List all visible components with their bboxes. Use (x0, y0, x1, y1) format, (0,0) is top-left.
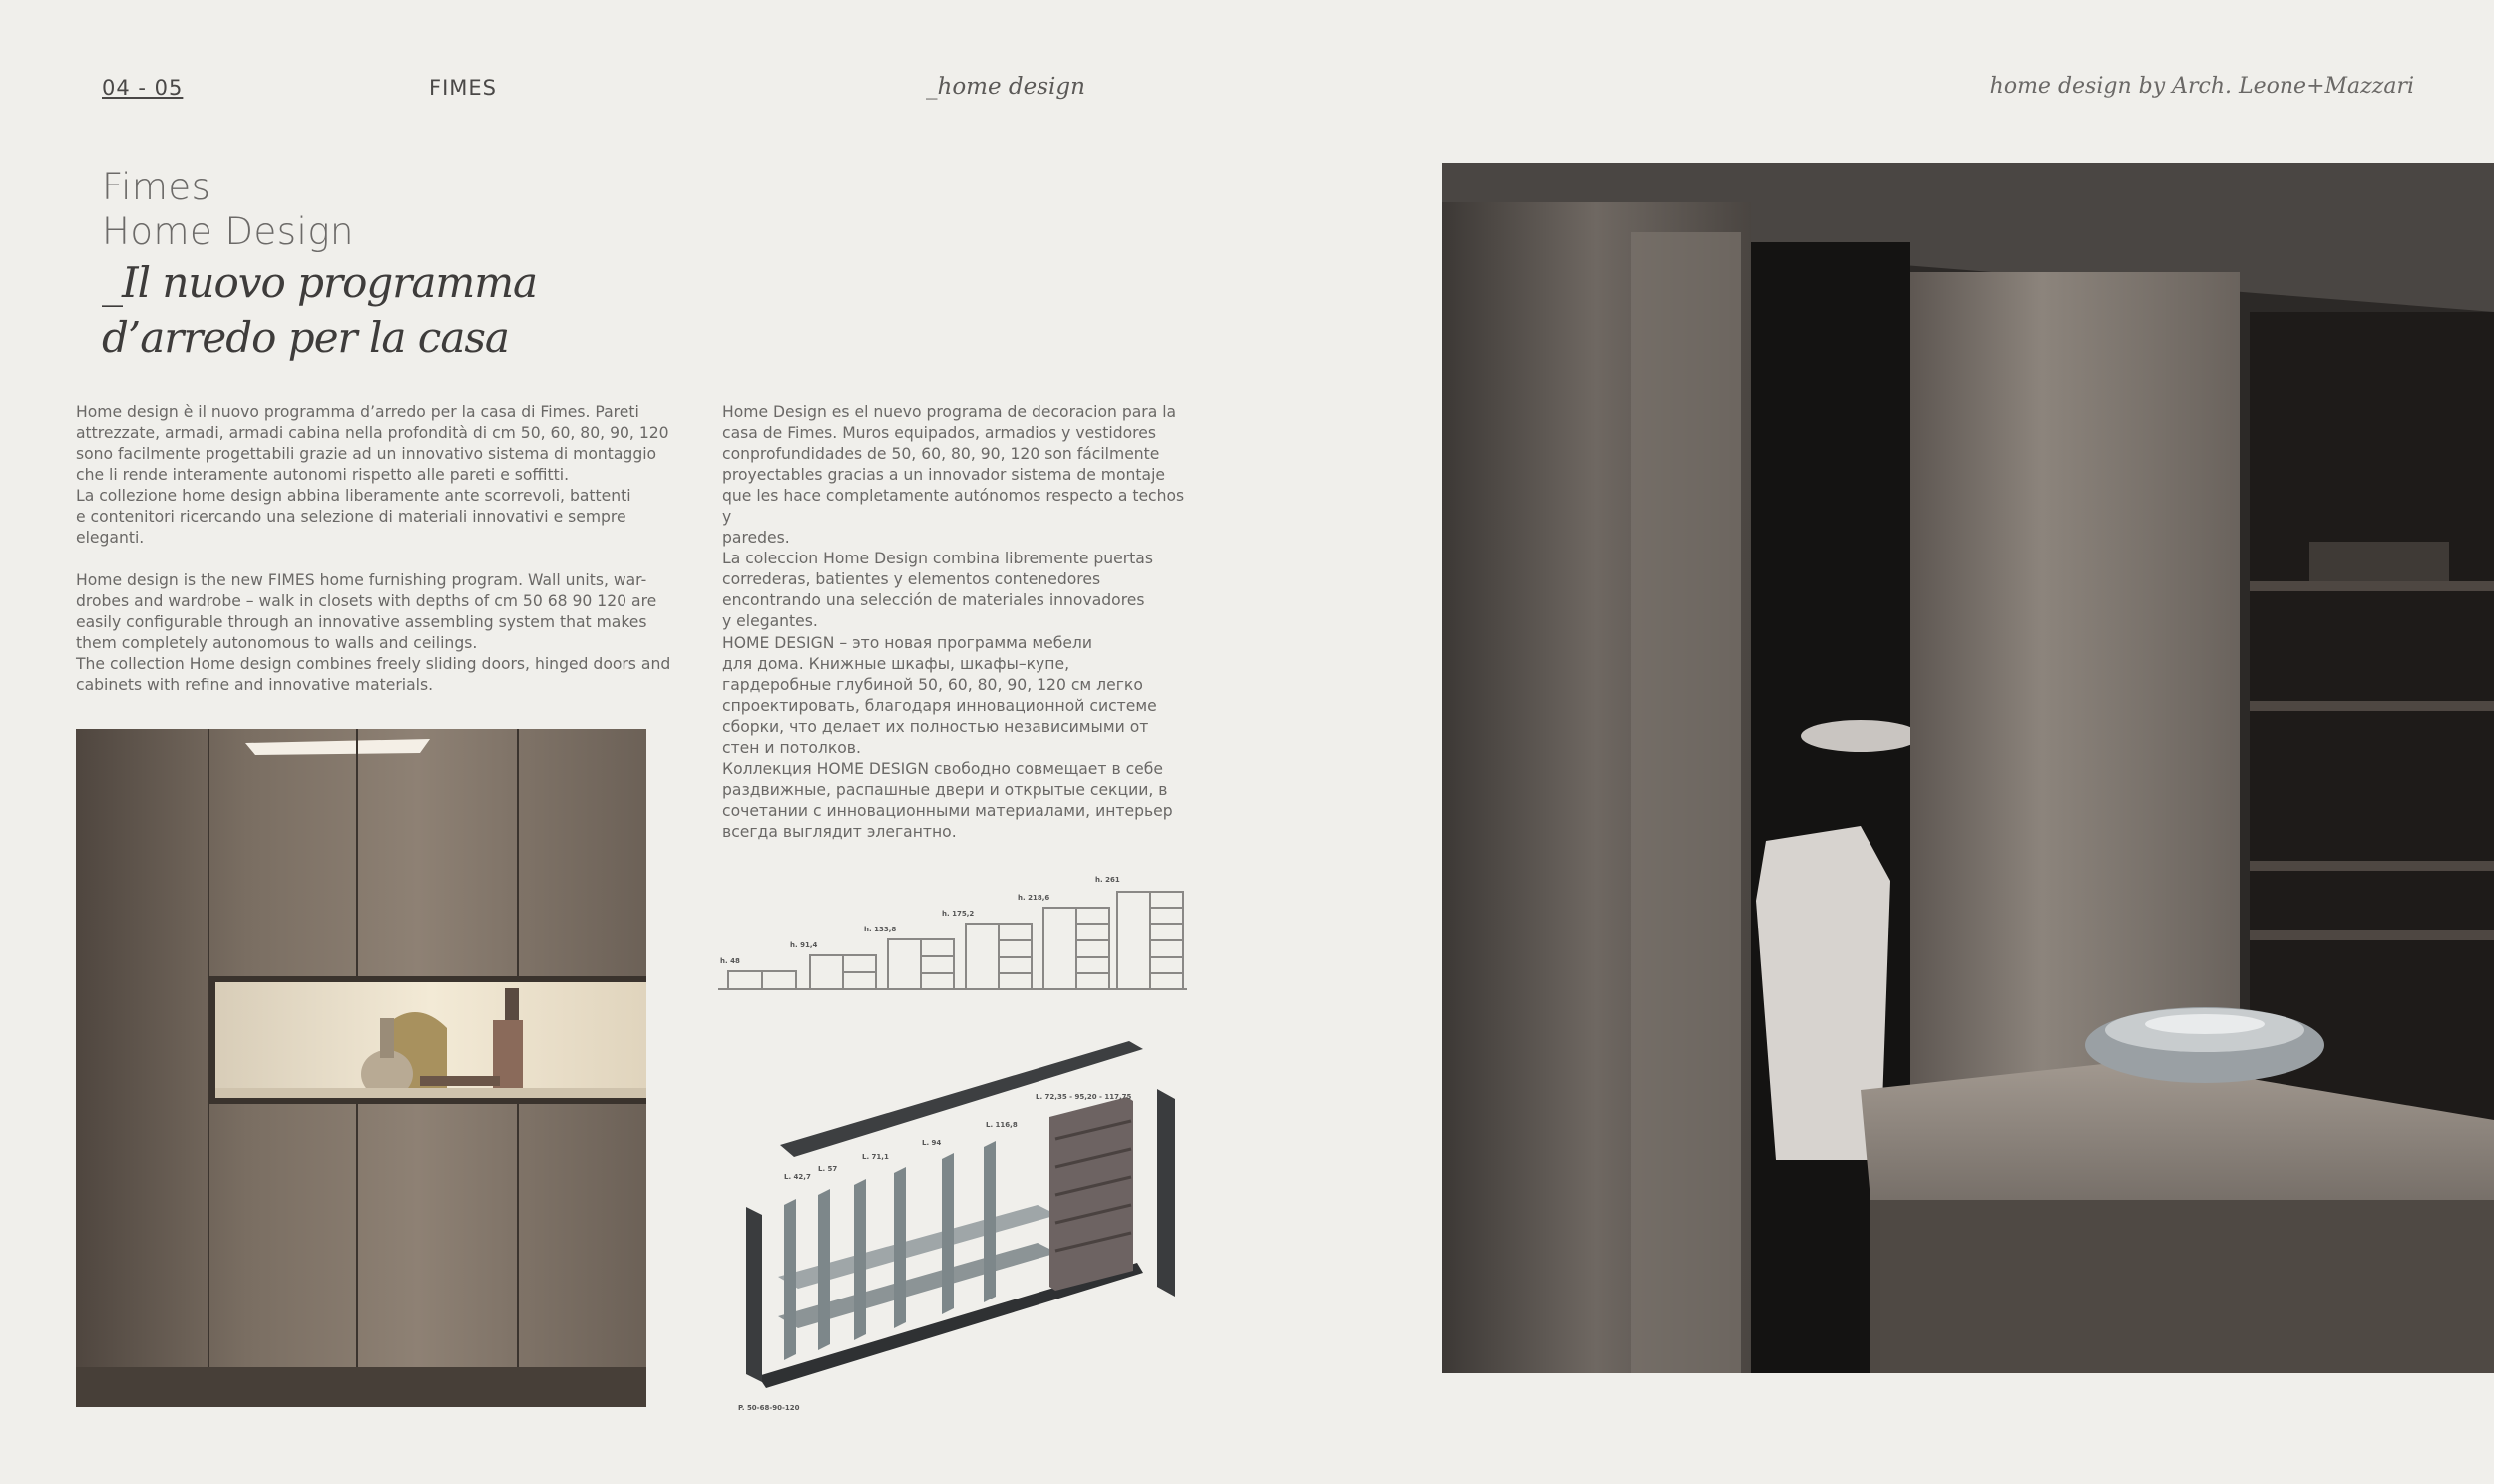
brand-name: FIMES (429, 76, 497, 100)
page-numbers: 04 - 05 (102, 76, 184, 100)
width-label: L. 94 (922, 1139, 942, 1147)
designer-credit: home design by Arch. Leone+Mazzari (1989, 74, 2414, 99)
closet-illustration (1442, 163, 2494, 1373)
height-label: h. 218,6 (1018, 894, 1050, 902)
paragraph-italian: Home design è il nuovo programma d’arredo per la casa di Fimes. Pareti attrezzate, armadi, armadi cabina nella profondità di cm 50, 60, 80, 90, 120 sono facilmente progettabili grazie ad un innovativo sistema di montaggio che li rende interamente autonomi rispetto alle pareti e soffitti. La collezione home design abbina liberamente ante scorrevoli, battenti e contenitori ricercando una selezione di materiali innovativi e sempre eleganti. (76, 403, 669, 547)
paragraph-russian: HOME DESIGN – это новая программа мебели для дома. Книжные шкафы, шкафы–купе, гардеробные глубиной 50, 60, 80, 90, 120 см легко спроектировать, благодаря инновационной системе сборки, что делает их полностью независимыми от стен и потолков. Коллекция HOME DESIGN свободно совмещает в себе раздвижные, распашные двери и открытые секции, в сочетании с инновационными материалами, интерьер всегда выглядит элегантно. (722, 634, 1173, 841)
height-label: h. 48 (720, 957, 740, 965)
cabinet-illustration (76, 729, 646, 1407)
width-label: L. 72,35 - 95,20 - 117,75 (1036, 1093, 1132, 1101)
paragraph-spanish: Home Design es el nuevo programa de decoracion para la casa de Fimes. Muros equipados, armadios y vestidores conprofundidades de 50, 60, 80, 90, 120 son fácilmente proyectables gracias a un innovador sistema de montaje que les hace completamente autónomos respecto a techos y paredes. La coleccion Home Design combina libremente puertas correderas, batientes y elementos contenedores encontrando una selección de materiales innovadores y elegantes. (722, 403, 1185, 630)
walk-in-closet-photo (1442, 163, 2494, 1373)
height-label: h. 133,8 (864, 926, 897, 933)
title-line-1: Fimes (102, 166, 211, 208)
width-label: L. 116,8 (986, 1121, 1018, 1129)
depth-label: P. 50-68-90-120 (738, 1404, 800, 1412)
height-label: h. 175,2 (942, 910, 975, 918)
height-label: h. 91,4 (790, 941, 818, 949)
paragraph-english: Home design is the new FIMES home furnishing program. Wall units, war- drobes and wardrobe – walk in closets with depths of cm 50 68 90 120 are easily configurable through an innovative assembling system that makes them completely autonomous to walls and ceilings. The collection Home design combines freely sliding doors, hinged doors and cabinets with refine and innovative materials. (76, 571, 671, 694)
width-label: L. 71,1 (862, 1153, 889, 1161)
title-line-2: Home Design (102, 210, 354, 253)
height-label: h. 261 (1095, 876, 1120, 884)
exploded-shelving-diagram (698, 1027, 1212, 1431)
cabinet-photo (76, 729, 646, 1407)
subtitle-line-1: _Il nuovo programma (102, 258, 538, 307)
width-label: L. 42,7 (784, 1173, 811, 1181)
section-title: _home design (926, 74, 1085, 100)
subtitle-line-2: d’arredo per la casa (102, 313, 509, 362)
width-label: L. 57 (818, 1165, 838, 1173)
